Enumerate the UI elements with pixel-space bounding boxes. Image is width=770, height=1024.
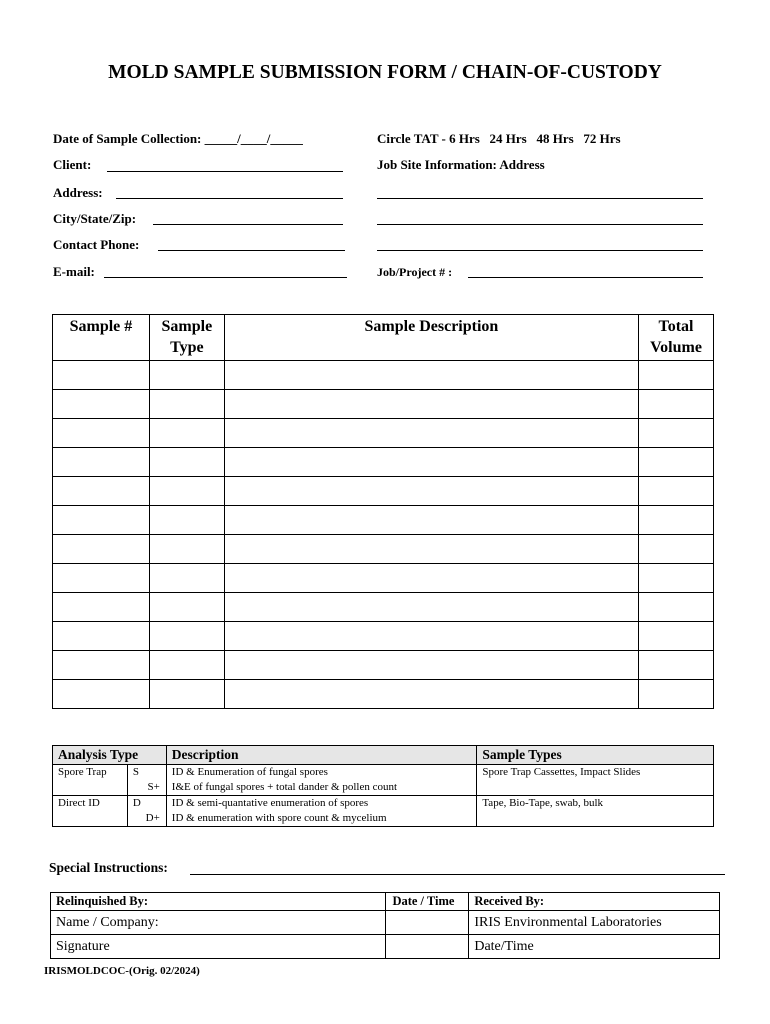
sample-description-cell[interactable] <box>224 477 638 506</box>
relinquish-table <box>50 892 720 959</box>
header-description: Description <box>166 746 477 765</box>
total-volume-cell[interactable] <box>639 390 714 419</box>
received-date-time-field[interactable]: Date/Time <box>469 935 720 959</box>
sample-row <box>53 506 714 535</box>
job-site-line-3[interactable] <box>377 250 703 251</box>
sample-number-cell[interactable] <box>53 593 150 622</box>
sample-description-cell[interactable] <box>224 680 638 709</box>
date-of-collection-blank: _____/____/_____ <box>204 131 303 146</box>
sample-table <box>52 314 714 709</box>
sample-type-cell[interactable] <box>149 593 224 622</box>
received-by-label: Received By: <box>469 893 720 911</box>
analysis-type: Spore Trap <box>53 765 128 781</box>
header-analysis-type: Analysis Type <box>53 746 167 765</box>
email-field-line[interactable] <box>104 277 347 278</box>
sample-row <box>53 680 714 709</box>
sample-description-cell[interactable] <box>224 651 638 680</box>
sample-row <box>53 419 714 448</box>
address-field-line[interactable] <box>116 198 343 199</box>
sample-number-cell[interactable] <box>53 477 150 506</box>
sample-description-cell[interactable] <box>224 535 638 564</box>
sample-description-cell[interactable] <box>224 419 638 448</box>
sample-row <box>53 477 714 506</box>
total-volume-cell[interactable] <box>639 651 714 680</box>
city-state-zip-label: City/State/Zip: <box>53 211 137 226</box>
analysis-row <box>53 765 714 781</box>
client-label: Client: <box>53 157 92 172</box>
date-of-collection-field[interactable] <box>53 131 303 147</box>
sample-description-cell[interactable] <box>224 593 638 622</box>
sample-description-cell[interactable] <box>224 361 638 390</box>
total-volume-cell[interactable] <box>639 680 714 709</box>
sample-description-cell[interactable] <box>224 448 638 477</box>
analysis-code: S+ <box>127 780 166 796</box>
header-sample-types: Sample Types <box>477 746 714 765</box>
analysis-table <box>52 745 714 827</box>
analysis-row <box>53 811 714 827</box>
sample-type-cell[interactable] <box>149 622 224 651</box>
form-title: MOLD SAMPLE SUBMISSION FORM / CHAIN-OF-CUSTODY <box>108 62 662 83</box>
total-volume-cell[interactable] <box>639 506 714 535</box>
address-label: Address: <box>53 185 103 200</box>
analysis-type <box>53 811 128 827</box>
sample-type-cell[interactable] <box>149 506 224 535</box>
sample-row <box>53 622 714 651</box>
sample-number-cell[interactable] <box>53 419 150 448</box>
sample-number-cell[interactable] <box>53 390 150 419</box>
sample-number-cell[interactable] <box>53 506 150 535</box>
sample-type-cell[interactable] <box>149 680 224 709</box>
sample-number-cell[interactable] <box>53 651 150 680</box>
analysis-description: ID & Enumeration of fungal spores <box>166 765 477 781</box>
sample-row <box>53 593 714 622</box>
job-project-label: Job/Project # : <box>377 265 453 279</box>
tat-options[interactable]: Circle TAT - 6 Hrs 24 Hrs 48 Hrs 72 Hrs <box>377 131 621 146</box>
analysis-description: ID & enumeration with spore count & mycelium <box>166 811 477 827</box>
sample-number-cell[interactable] <box>53 564 150 593</box>
analysis-type <box>53 780 128 796</box>
analysis-sample-types: Tape, Bio-Tape, swab, bulk <box>477 796 714 812</box>
total-volume-cell[interactable] <box>639 448 714 477</box>
total-volume-cell[interactable] <box>639 593 714 622</box>
analysis-row <box>53 796 714 812</box>
sample-type-cell[interactable] <box>149 448 224 477</box>
sample-type-cell[interactable] <box>149 477 224 506</box>
analysis-description: I&E of fungal spores + total dander & pollen count <box>166 780 477 796</box>
total-volume-cell[interactable] <box>639 535 714 564</box>
email-label: E-mail: <box>53 264 95 279</box>
job-site-label: Job Site Information: Address <box>377 157 545 172</box>
analysis-type: Direct ID <box>53 796 128 812</box>
analysis-sample-types: Spore Trap Cassettes, Impact Slides <box>477 765 714 781</box>
header-sample-number: Sample # <box>53 315 150 361</box>
analysis-code: D+ <box>127 811 166 827</box>
total-volume-cell[interactable] <box>639 622 714 651</box>
received-lab-name: IRIS Environmental Laboratories <box>469 911 720 935</box>
special-instructions-label: Special Instructions: <box>49 860 168 875</box>
job-project-field-line[interactable] <box>468 277 703 278</box>
name-company-field[interactable]: Name / Company: <box>51 911 386 935</box>
sample-row <box>53 651 714 680</box>
sample-description-cell[interactable] <box>224 622 638 651</box>
sample-number-cell[interactable] <box>53 680 150 709</box>
analysis-code: S <box>127 765 166 781</box>
date-time-field[interactable] <box>386 911 469 935</box>
date-of-collection-label: Date of Sample Collection: <box>53 131 202 146</box>
sample-row <box>53 361 714 390</box>
sample-number-cell[interactable] <box>53 361 150 390</box>
sample-description-cell[interactable] <box>224 506 638 535</box>
total-volume-cell[interactable] <box>639 477 714 506</box>
contact-phone-field-line[interactable] <box>158 250 345 251</box>
header-total-volume: Total Volume <box>639 315 714 361</box>
sample-description-cell[interactable] <box>224 390 638 419</box>
total-volume-cell[interactable] <box>639 361 714 390</box>
analysis-sample-types <box>477 811 714 827</box>
signature-field[interactable]: Signature <box>51 935 386 959</box>
sample-row <box>53 564 714 593</box>
analysis-description: ID & semi-quantative enumeration of spores <box>166 796 477 812</box>
total-volume-cell[interactable] <box>639 564 714 593</box>
sample-number-cell[interactable] <box>53 448 150 477</box>
sample-row <box>53 390 714 419</box>
sample-description-cell[interactable] <box>224 564 638 593</box>
sample-type-cell[interactable] <box>149 651 224 680</box>
analysis-code: D <box>127 796 166 812</box>
sample-row <box>53 535 714 564</box>
sample-type-cell[interactable] <box>149 535 224 564</box>
city-state-zip-field-line[interactable] <box>153 224 343 225</box>
sample-row <box>53 448 714 477</box>
date-time-header: Date / Time <box>386 893 469 911</box>
sample-number-cell[interactable] <box>53 622 150 651</box>
header-sample-description: Sample Description <box>224 315 638 361</box>
sample-type-cell[interactable] <box>149 564 224 593</box>
total-volume-cell[interactable] <box>639 419 714 448</box>
analysis-row <box>53 780 714 796</box>
sample-type-cell[interactable] <box>149 361 224 390</box>
header-sample-type: Sample Type <box>149 315 224 361</box>
analysis-sample-types <box>477 780 714 796</box>
signature-date-field[interactable] <box>386 935 469 959</box>
job-site-line-2[interactable] <box>377 224 703 225</box>
job-site-line-1[interactable] <box>377 198 703 199</box>
contact-phone-label: Contact Phone: <box>53 237 140 252</box>
sample-table-header <box>53 315 714 361</box>
sample-type-cell[interactable] <box>149 419 224 448</box>
form-version-footer: IRISMOLDCOC-(Orig. 02/2024) <box>44 965 200 977</box>
client-field-line[interactable] <box>107 171 343 172</box>
sample-type-cell[interactable] <box>149 390 224 419</box>
relinquished-by-label: Relinquished By: <box>51 893 386 911</box>
special-instructions-line[interactable] <box>190 874 725 875</box>
sample-number-cell[interactable] <box>53 535 150 564</box>
